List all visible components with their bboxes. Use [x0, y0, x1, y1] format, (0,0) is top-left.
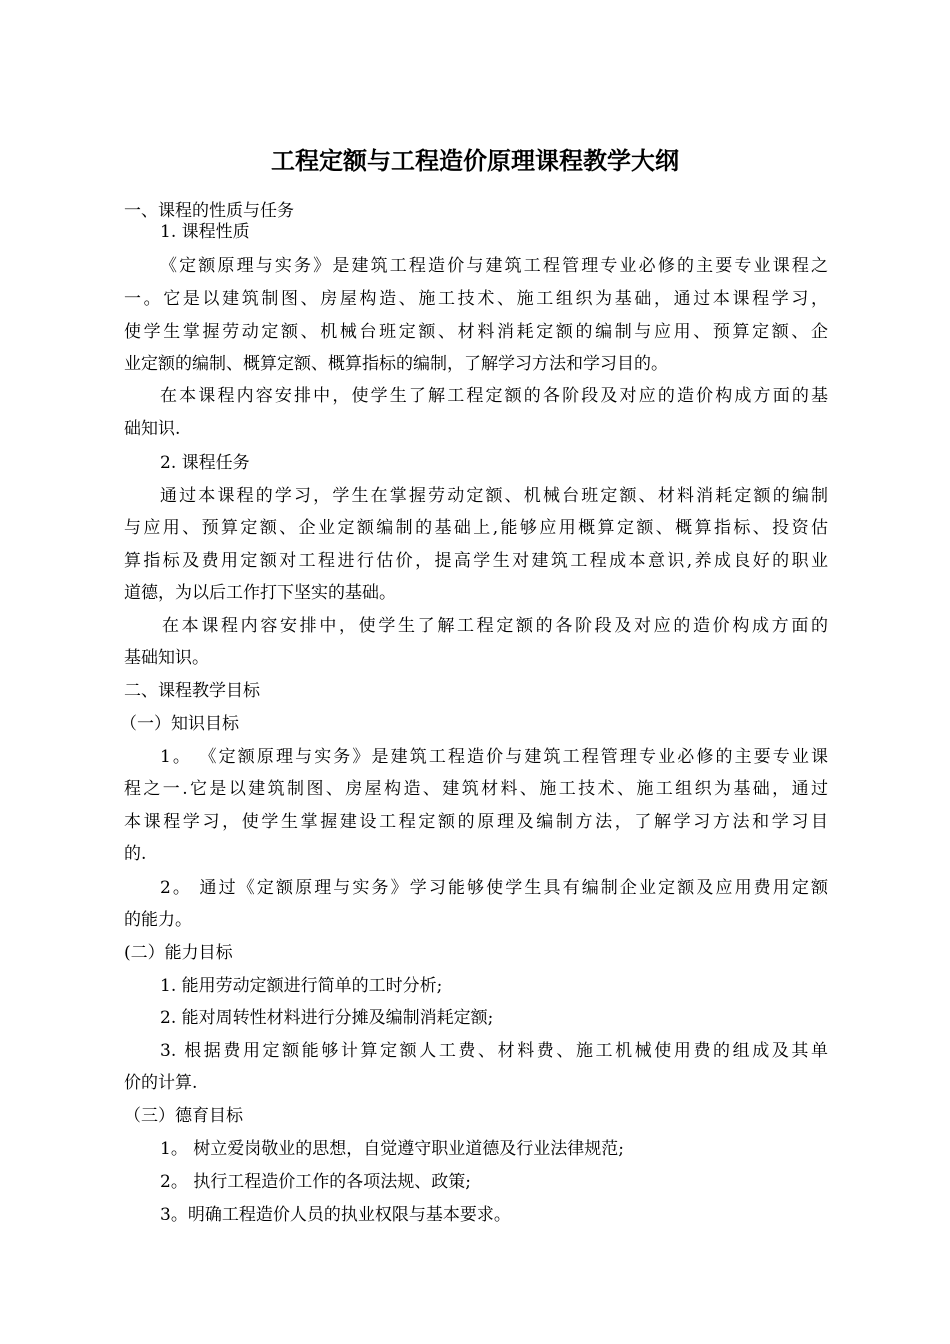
subheading-ability-goals: (二）能力目标 [124, 943, 233, 963]
list-item: 2。 执行工程造价工作的各项法规、政策; [160, 1172, 471, 1192]
subheading-course-nature: 1. 课程性质 [160, 222, 250, 242]
list-item: 3。明确工程造价人员的执业权限与基本要求。 [160, 1205, 511, 1225]
paragraph-line: 《定额原理与实务》是建筑工程造价与建筑工程管理专业必修的主要专业课程之 [160, 256, 828, 276]
paragraph-line: 算指标及费用定额对工程进行估价，提高学生对建筑工程成本意识,养成良好的职业 [124, 551, 828, 571]
paragraph-line: 基础知识。 [124, 648, 209, 668]
list-item: 1。 树立爱岗敬业的思想，自觉遵守职业道德及行业法律规范; [160, 1139, 624, 1159]
paragraph-line: 程之一.它是以建筑制图、房屋构造、建筑材料、施工技术、施工组织为基础，通过 [124, 779, 828, 799]
subheading-moral-goals: （三）德育目标 [124, 1106, 243, 1126]
paragraph-line: 1。 《定额原理与实务》是建筑工程造价与建筑工程管理专业必修的主要专业课 [160, 747, 828, 767]
paragraph-line: 础知识. [124, 419, 181, 439]
paragraph-line: 2。 通过《定额原理与实务》学习能够使学生具有编制企业定额及应用费用定额 [160, 878, 828, 898]
paragraph-line: 使学生掌握劳动定额、机械台班定额、材料消耗定额的编制与应用、预算定额、企 [124, 322, 828, 342]
document-title: 工程定额与工程造价原理课程教学大纲 [271, 147, 679, 175]
paragraph-line: 在本课程内容安排中，使学生了解工程定额的各阶段及对应的造价构成方面的 [162, 616, 828, 636]
section-heading-2: 二、课程教学目标 [124, 681, 260, 701]
paragraph-line: 一。它是以建筑制图、房屋构造、施工技术、施工组织为基础，通过本课程学习， [124, 289, 828, 309]
paragraph-line: 的能力。 [124, 910, 192, 930]
paragraph-line: 道德，为以后工作打下坚实的基础。 [124, 583, 396, 603]
list-item: 2. 能对周转性材料进行分摊及编制消耗定额; [160, 1008, 494, 1028]
subheading-knowledge-goals: （一）知识目标 [120, 714, 239, 734]
section-heading-1: 一、课程的性质与任务 [124, 201, 294, 221]
paragraph-line: 本课程学习，使学生掌握建设工程定额的原理及编制方法，了解学习方法和学习目 [124, 812, 828, 832]
paragraph-line: 价的计算. [124, 1073, 198, 1093]
paragraph-line: 业定额的编制、概算定额、概算指标的编制，了解学习方法和学习目的。 [124, 354, 668, 374]
list-item: 3. 根据费用定额能够计算定额人工费、材料费、施工机械使用费的组成及其单 [160, 1041, 828, 1061]
paragraph-line: 与应用、预算定额、企业定额编制的基础上,能够应用概算定额、概算指标、投资估 [124, 518, 828, 538]
paragraph-line: 通过本课程的学习，学生在掌握劳动定额、机械台班定额、材料消耗定额的编制 [160, 486, 828, 506]
paragraph-line: 在本课程内容安排中，使学生了解工程定额的各阶段及对应的造价构成方面的基 [160, 386, 828, 406]
paragraph-line: 的. [124, 844, 147, 864]
list-item: 1. 能用劳动定额进行简单的工时分析; [160, 976, 443, 996]
subheading-course-task: 2. 课程任务 [160, 453, 250, 473]
